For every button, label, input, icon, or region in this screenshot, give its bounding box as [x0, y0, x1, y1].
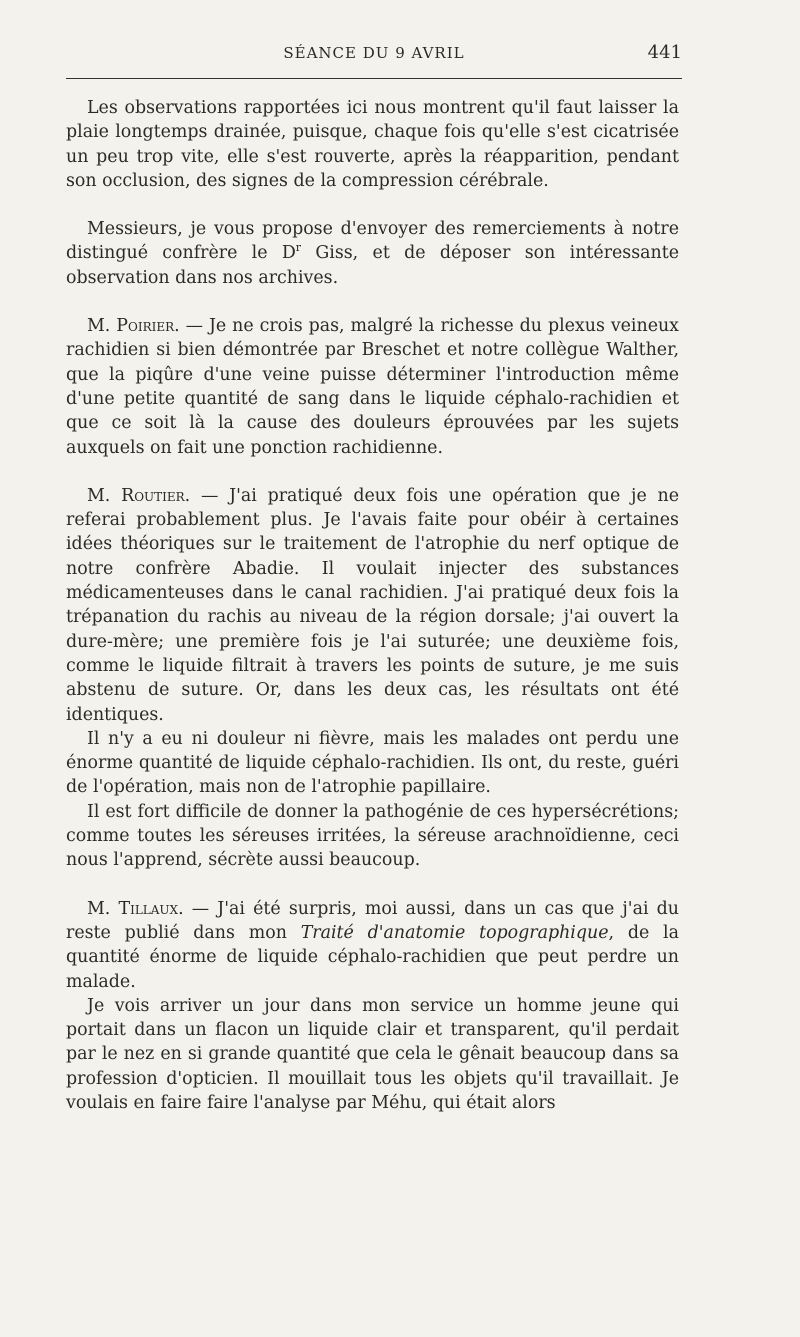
page-header [66, 42, 682, 68]
paragraph-observations [66, 96, 679, 193]
paragraph-text: Il n'y a eu ni douleur ni fièvre, mais les malades ont perdu une énorme quantité de liquide céphalo-rachidien. Ils ont, du reste, guéri de l'opération, mais non de l'atrophie papillaire. [66, 728, 679, 798]
paragraph-text: Il est fort difficile de donner la pathogénie de ces hypersécrétions; comme toutes les séreuses irritées, la séreuse arachnoïdienne, ceci nous l'apprend, sécrète aussi beaucoup. [66, 801, 679, 871]
superscript-r: r [295, 241, 302, 255]
running-title: SÉANCE DU 9 AVRIL [283, 44, 465, 62]
book-title: Traité d'anatomie topographique [300, 922, 609, 943]
paragraph-text: Les observations rapportées ici nous montrent qu'il faut laisser la plaie longtemps drainée, puisque, chaque fois qu'elle s'est cicatrisée un peu trop vite, elle s'est rouverte, après la réapparition, pendant son occlusion, des signes de la compression cérébrale. [66, 98, 679, 191]
speaker-name: M. Routier. [87, 485, 191, 506]
paragraph-text: Messieurs, je vous propose d'envoyer des remerciements à notre distingué confrère le D [66, 219, 679, 264]
paragraph-text: Je vois arriver un jour dans mon service un homme jeune qui portait dans un flacon un liquide clair et transparent, qu'il perdait par le nez en si grande quantité que cela le gênait beaucoup dans sa profession d'opticien. Il mouillait tous les objets qu'il travaillait. Je voulais en faire faire l'analyse par Méhu, qui était alors [66, 995, 679, 1113]
paragraph-text: , de la quantité énorme de liquide céphalo-rachidien que peut perdre un malade. [66, 922, 679, 992]
speaker-name: M. Poirier. [87, 316, 180, 337]
paragraph-text: — J'ai été surpris, moi aussi, dans un cas que j'ai du reste publié dans mon [66, 898, 679, 943]
paragraph-douleur [66, 727, 679, 800]
paragraph-pathogenie [66, 800, 679, 873]
body-text [66, 96, 679, 1115]
paragraph-tillaux [66, 897, 679, 994]
speaker-name: M. Tillaux. [87, 898, 184, 919]
paragraph-text: — Je ne crois pas, malgré la richesse du plexus veineux rachidien si bien démontrée par Breschet et notre collègue Walther, que la piqûre d'une veine puisse déterminer l'introduction même d'une petite quantité de sang dans le liquide céphalo-rachidien et que ce soit là la cause des douleurs éprouvées par les sujets auxquels on fait une ponction rachidienne. [66, 316, 679, 458]
paragraph-text: — J'ai pratiqué deux fois une opération que je ne referai probablement plus. Je l'avais faite pour obéir à certaines idées théoriques sur le traitement de l'atrophie du nerf optique de notre confrère Abadie. Il voulait injecter des substances médicamenteuses dans le canal rachidien. J'ai pratiqué deux fois la trépanation du rachis au niveau de la région dorsale; j'ai ouvert la dure-mère; une première fois je l'ai suturée; une deuxième fois, comme le liquide filtrait à travers les points de suture, je me suis abstenu de suture. Or, dans les deux cas, les résultats ont été identiques. [66, 485, 679, 725]
paragraph-opticien [66, 994, 679, 1115]
header-rule [66, 78, 682, 79]
page-number: 441 [647, 42, 682, 63]
paragraph-routier [66, 484, 679, 727]
paragraph-text: Giss, et de déposer son intéressante observation dans nos archives. [66, 243, 679, 288]
paragraph-poirier [66, 314, 679, 460]
paragraph-messieurs [66, 217, 679, 290]
